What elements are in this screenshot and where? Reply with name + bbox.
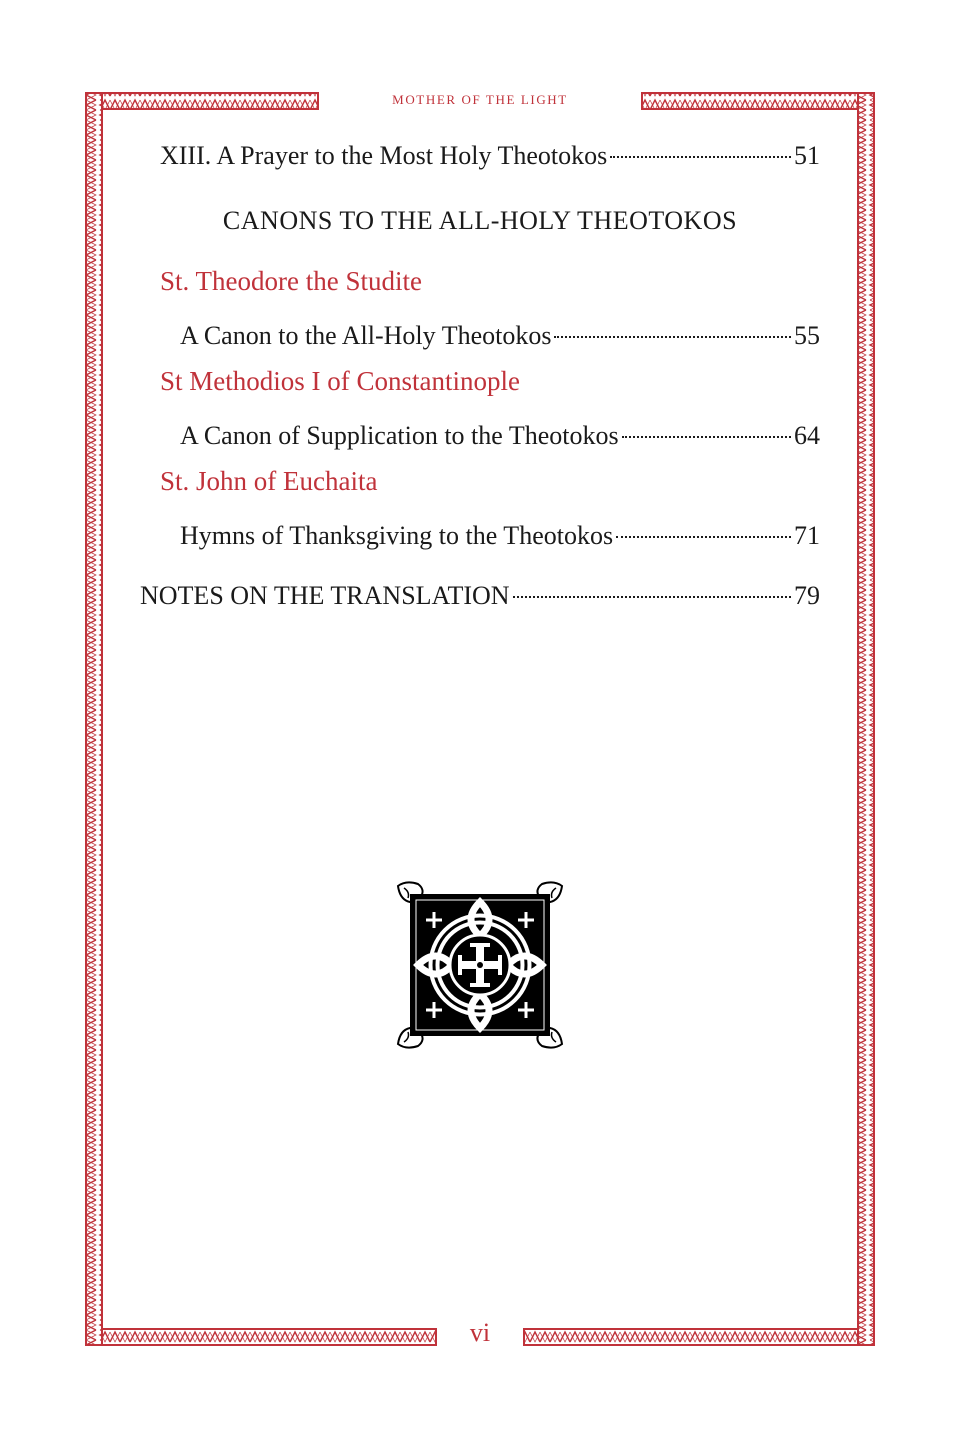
toc-entry-xiii[interactable] [160,136,820,171]
toc-entry-page: 51 [794,141,820,170]
dot-leader [616,510,791,538]
dot-leader [610,130,791,158]
toc-entry-title: Hymns of Thanksgiving to the Theotokos [180,521,614,550]
toc-entry-title: XIII. A Prayer to the Most Holy Theotokos [160,141,608,170]
dot-leader [513,570,791,598]
author-heading: St. John of Euchaita [160,466,378,496]
toc-entry-hymns-thanksgiving[interactable] [180,516,820,551]
celtic-knot-cross-ornament-icon [396,880,564,1050]
toc-entry-canon-supplication[interactable] [180,416,820,451]
section-heading: CANONS TO THE ALL-HOLY THEOTOKOS [222,206,738,235]
dot-leader [622,410,791,438]
toc-entry-notes[interactable] [140,576,820,611]
toc-entry-page: 79 [794,581,820,610]
toc-entry-title: NOTES ON THE TRANSLATION [140,581,510,610]
page-number: vi [469,1318,491,1347]
toc-entry-page: 55 [794,321,820,350]
dot-leader [554,310,791,338]
toc-entry-title: A Canon of Supplication to the Theotokos [180,421,619,450]
toc-entry-page: 64 [794,421,820,450]
toc-entry-canon-all-holy[interactable] [180,316,820,351]
toc-entry-title: A Canon to the All-Holy Theotokos [180,321,552,350]
author-heading: St. Theodore the Studite [160,266,422,296]
toc-entry-page: 71 [794,521,820,550]
author-heading: St Methodios I of Constantinople [160,366,520,396]
running-head: MOTHER OF THE LIGHT [392,92,568,107]
